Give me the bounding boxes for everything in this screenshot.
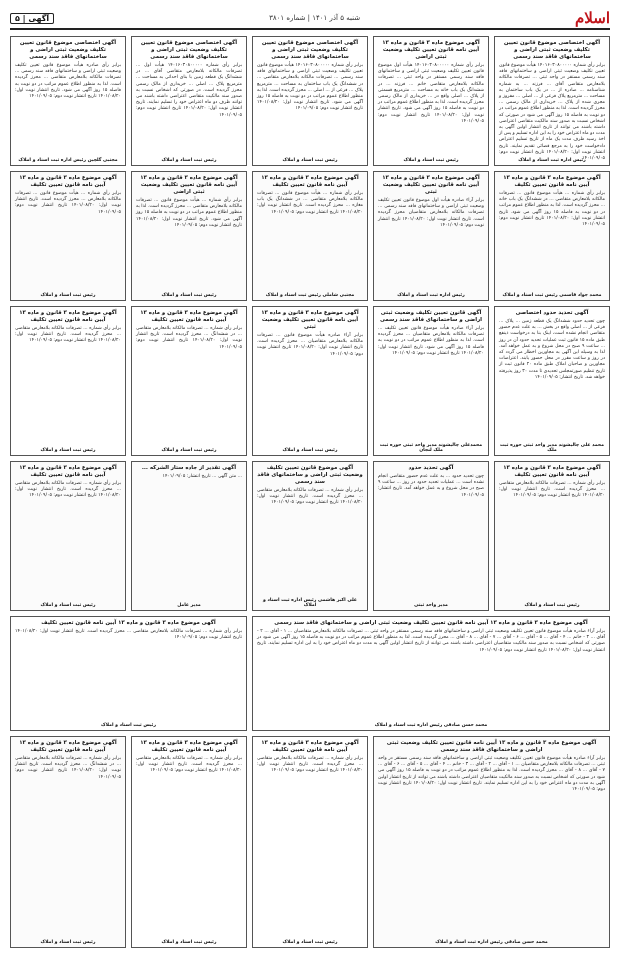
notice-box <box>10 36 126 166</box>
notice-signature: مدیر عامل <box>177 603 201 608</box>
notice-body: برابر رأی شماره ... تصرفات مالکانه بلامعارض متقاضی ... محرز گردیده است. تاریخ انتشار نوبت اول: ۱۴۰۱/۰۸/۲۰ تاریخ انتشار نوبت دوم: ۱۴۰۱/۰۹/۰۵ <box>15 326 121 344</box>
notice-box <box>10 171 126 301</box>
notice-box <box>252 736 368 948</box>
notice-box <box>252 306 368 456</box>
notice-title: آگهی اختصاصی موضوع قانون تعیین تکلیف وضعیت ثبتی اراضی و ساختمانهای فاقد سند رسمی <box>140 40 238 60</box>
notice-signature: محمدعلی چالیشوند مدیر واحد ثبتی حوزه ثبت ملک لنجان <box>379 443 483 453</box>
notice-signature: مدیر واحد ثبتی <box>414 603 448 608</box>
notice-body: برابر رأی شماره ۱۴۰۱۶۰۳۰۸۰۰۰۰۰ هیأت اول موضوع قانون تعیین تکلیف وضعیت ثبتی اراضی و ساختمانهای فاقد سند رسمی مستقر در واحد ثبتی ... تصرفات مالکانه بلامعارض متقاضی خانم ... فرزند ... در ششدانگ یک باب خانه به مساحت ... مترمربع قسمتی از پلاک ... اصلی واقع در ... خریداری از مالک رسمی محرز گردیده است. لذا به منظور اطلاع عموم مراتب در دو نوبت به فاصله ۱۵ روز آگهی می شود. تاریخ انتشار نوبت اول: ۱۴۰۱/۰۸/۲۰ تاریخ انتشار نوبت دوم: ۱۴۰۱/۰۹/۰۵ <box>378 63 484 124</box>
notice-box <box>131 736 247 948</box>
notice-title: آگهی موضوع ماده ۳ قانون و ماده ۱۳ آیین نامه قانون تعیین تکلیف وضعیت ثبتی اراضی و ساختمانهای فاقد سند رسمی <box>386 740 597 753</box>
notice-title: آگهی موضوع ماده ۳ قانون و ماده ۱۳ آیین نامه قانون تعیین تکلیف <box>503 175 601 188</box>
notice-body: برابر رأی شماره ... هیأت موضوع قانون ... تصرفات مالکانه بلامعارض متقاضی ... محرز گردیده است. لذا به منظور اطلاع عموم مراتب در دو نوبت به فاصله ۱۵ روز آگهی می شود. تاریخ انتشار نوبت اول: ۱۴۰۱/۰۸/۲۰ تاریخ انتشار نوبت دوم: ۱۴۰۱/۰۹/۰۵ <box>136 198 242 228</box>
notice-box <box>252 36 368 166</box>
notice-signature: محمد حسن صادقی رئیس اداره ثبت اسناد و املاک <box>374 723 488 728</box>
notice-body: برابر رأی شماره ۱۴۰۱۶۰۳۰۸۰۰۰۰۰ هیأت اول ... تصرفات مالکانه بلامعارض متقاضی آقای ... در ششدانگ یک قطعه زمین با بنای احداثی به مساحت ... مترمربع پلاک ... اصلی ... خریداری از مالک رسمی محرز گردیده است. در صورتی که اشخاص نسبت به صدور سند مالکیت متقاضی اعتراضی داشته باشند می توانند ظرف دو ماه اعتراض خود را تسلیم نمایند. تاریخ انتشار نوبت اول: ۱۴۰۱/۰۸/۲۰ تاریخ انتشار نوبت دوم: ۱۴۰۱/۰۹/۰۵ <box>136 63 242 118</box>
notice-box <box>494 36 610 166</box>
notice-body: برابر رأی صادره هیأت موضوع قانون تعیین تکلیف وضعیت ثبتی اراضی و ساختمانهای فاقد سند رسمی ... تصرفات مالکانه بلامعارض متقاضی ... محرز گردیده است. لذا به منظور اطلاع عموم مراتب در دو نوبت به فاصله ۱۵ روز آگهی می شود. تاریخ انتشار نوبت اول: ۱۴۰۱/۰۸/۲۰ تاریخ انتشار نوبت دوم: ۱۴۰۱/۰۹/۰۵ <box>15 63 121 100</box>
notice-signature: رئیس ثبت اسناد و املاک <box>161 293 217 298</box>
notice-title: آگهی موضوع ماده ۳ قانون و ماده ۱۳ آیین نامه قانون تعیین تکلیف وضعیت ثبتی <box>261 310 359 330</box>
notice-signature: رئیس ثبت اسناد و املاک <box>40 448 96 453</box>
notice-signature: مجتبی گلچین رئیس اداره ثبت اسناد و املاک <box>18 158 118 163</box>
notice-title: آگهی موضوع قانون تعیین تکلیف وضعیت ثبتی اراضی و ساختمانهای فاقد سند رسمی <box>257 465 363 485</box>
notice-signature: رئیس ثبت اسناد و املاک <box>161 940 217 945</box>
notice-signature: رئیس ثبت اسناد و املاک <box>282 158 338 163</box>
notice-body: برابر رأی شماره ... تصرفات مالکانه بلامعارض متقاضی ... محرز گردیده است. تاریخ انتشار نوبت اول: ۱۴۰۱/۰۸/۲۰ تاریخ انتشار نوبت دوم: ۱۴۰۱/۰۹/۰۵ <box>136 756 242 774</box>
notice-box <box>131 36 247 166</box>
notice-signature: رئیس ثبت اسناد و املاک <box>282 940 338 945</box>
notice-body: برابر آراء صادره هیأت اول موضوع قانون تعیین تکلیف وضعیت ثبتی اراضی و ساختمانهای فاقد سند رسمی ... تصرفات مالکانه بلامعارض متقاضیان محرز گردیده است. تاریخ انتشار نوبت اول: ۱۴۰۱/۰۸/۲۰ تاریخ انتشار نوبت دوم: ۱۴۰۱/۰۹/۰۵ <box>378 198 484 228</box>
notice-title: آگهی موضوع ماده ۳ قانون و ماده ۱۳ آیین نامه قانون تعیین تکلیف <box>19 465 117 478</box>
notice-title: آگهی موضوع ماده ۳ قانون و ماده ۱۳ آیین نامه قانون تعیین تکلیف <box>19 175 117 188</box>
notice-title: آگهی تحدید حدود <box>408 465 454 471</box>
notice-signature: رئیس ثبت اسناد و املاک <box>40 940 96 945</box>
notice-box <box>373 736 610 948</box>
notice-title: آگهی تقدیر از جاده ستار الشرکه ... <box>141 465 237 471</box>
notice-title: آگهی موضوع ماده ۳ قانون و ماده ۱۳ آیین نامه قانون تعیین تکلیف <box>19 310 117 323</box>
notice-body: ... متن آگهی ... تاریخ انتشار: ۱۴۰۱/۰۹/۰۵ <box>162 474 242 479</box>
notice-signature: رئیس ثبت اسناد و املاک <box>100 723 157 728</box>
notice-box <box>10 306 126 456</box>
notice-title: آگهی قانون تعیین تکلیف وضعیت ثبتی اراضی و ساختمانهای فاقد سند رسمی <box>379 310 483 323</box>
newspaper-logo: اسلام <box>575 9 610 27</box>
notice-body: برابر رأی شماره ... تصرفات مالکانه بلامعارض متقاضی ... در ششدانگ ... محرز گردیده است. تاریخ انتشار نوبت اول: ۱۴۰۱/۰۸/۲۰ تاریخ انتشار نوبت دوم: ۱۴۰۱/۰۹/۰۵ <box>136 326 242 350</box>
notice-title: آگهی موضوع ماده ۳ قانون و ماده ۱۳ آیین نامه قانون تعیین تکلیف وضعیت ثبتی اراضی و ساختمانهای فاقد سند رسمی <box>274 620 588 626</box>
notice-body: چون تحدید حدود ... به علت عدم حضور متقاضی انجام نشده است ... عملیات تحدید حدود در روز ... ساعت ۹ صبح در محل شروع و به عمل خواهد آمد. تاریخ انتشار: ۱۴۰۱/۰۹/۰۵ <box>378 474 484 498</box>
notice-box <box>10 736 126 948</box>
notice-body: برابر رأی شماره ... هیأت موضوع قانون ... تصرفات مالکانه بلامعارض متقاضی ... در ششدانگ یک باب مغازه ... محرز گردیده است. تاریخ انتشار نوبت اول: ۱۴۰۱/۰۸/۲۰ تاریخ انتشار نوبت دوم: ۱۴۰۱/۰۹/۰۵ <box>257 191 363 215</box>
notice-box <box>494 306 610 456</box>
notice-title: آگهی تحدید حدود اختصاصی <box>515 310 589 316</box>
notice-signature: رئیس اداره ثبت اسناد و املاک <box>518 158 586 163</box>
notice-body: برابر رأی شماره ... تصرفات مالکانه بلامعارض متقاضی ... محرز گردیده است. تاریخ انتشار نوبت اول: ۱۴۰۱/۰۸/۲۰ تاریخ انتشار نوبت دوم: ۱۴۰۱/۰۹/۰۵ <box>257 488 363 506</box>
notice-title: آگهی موضوع ماده ۳ قانون و ماده ۱۳ آیین نامه قانون تعیین تکلیف <box>140 310 238 323</box>
notice-title: آگهی موضوع ماده ۳ قانون و ماده ۱۳ آیین نامه قانون تعیین تکلیف <box>261 175 359 188</box>
notice-body: برابر رأی شماره ... تصرفات مالکانه بلامعارض متقاضی ... محرز گردیده است. تاریخ انتشار نوبت اول: ۱۴۰۱/۰۸/۲۰ تاریخ انتشار نوبت دوم: ۱۴۰۱/۰۹/۰۵ <box>257 756 363 774</box>
notice-title: آگهی اختصاصی موضوع قانون تعیین تکلیف وضعیت ثبتی اراضی و ساختمانهای فاقد سند رسمی <box>503 40 601 60</box>
notices-grid <box>10 36 610 951</box>
notice-box <box>373 36 489 166</box>
notice-body: برابر آراء صادره هیأت موضوع قانون ... تصرفات مالکانه بلامعارض متقاضیان ... محرز گردیده است. تاریخ انتشار نوبت اول: ۱۴۰۱/۰۸/۲۰ تاریخ انتشار نوبت دوم: ۱۴۰۱/۰۹/۰۵ <box>257 333 363 357</box>
notice-signature: رئیس ثبت اسناد و املاک <box>161 448 217 453</box>
notice-box <box>131 306 247 456</box>
notice-title: آگهی موضوع ماده ۳ قانون و ماده ۱۳ آیین نامه قانون تعیین تکلیف <box>140 740 238 753</box>
notice-box <box>10 616 247 731</box>
notice-signature: مجتبی شاملی رئیس ثبت اسناد و املاک <box>265 293 355 298</box>
notice-body: برابر رأی شماره ۱۴۰۱۶۰۳۰۸۰۰۰۰۰ هیأت موضوع قانون تعیین تکلیف وضعیت ثبتی اراضی و ساختمانهای فاقد سند رسمی مستقر در واحد ثبتی ... تصرفات مالکانه بلامعارض متقاضی آقای ... فرزند ... به شماره شناسنامه ... صادره از ... در یک باب ساختمان به مساحت ... مترمربع پلاک فرعی از ... اصلی ... مفروز و مجزی شده از پلاک ... خریداری از مالک رسمی ... محرز گردیده است. لذا به منظور اطلاع عموم مراتب در دو نوبت به فاصله ۱۵ روز آگهی می شود در صورتی که اشخاص نسبت به صدور سند مالکیت متقاضی اعتراضی داشته باشند می توانند از تاریخ انتشار اولین آگهی به مدت دو ماه اعتراض خود را به این اداره تسلیم و پس از اخذ رسید ظرف مدت یک ماه از تاریخ تسلیم اعتراض دادخواست خود را به مرجع قضائی تقدیم نمایند. تاریخ انتشار نوبت اول: ۱۴۰۱/۰۸/۲۰ تاریخ انتشار نوبت دوم: ۱۴۰۱/۰۹/۰۵ <box>499 63 605 162</box>
notice-box <box>494 461 610 611</box>
notice-title: آگهی موضوع ماده ۳ قانون و ماده ۱۳ آیین نامه قانون تعیین تکلیف وضعیت ثبتی اراضی <box>382 40 480 60</box>
notice-body: برابر آراء صادره هیأت موضوع قانون تعیین تکلیف ... تصرفات مالکانه بلامعارض متقاضیان ... محرز گردیده است. لذا به منظور اطلاع عموم مراتب در دو نوبت به فاصله ۱۵ روز آگهی می شود. تاریخ انتشار نوبت اول: ۱۴۰۱/۰۸/۲۰ تاریخ انتشار نوبت دوم: ۱۴۰۱/۰۹/۰۵ <box>378 326 484 356</box>
notice-title: آگهی اختصاصی موضوع قانون تعیین تکلیف وضعیت ثبتی اراضی و ساختمانهای فاقد سند رسمی <box>261 40 359 60</box>
notice-signature: محمد حسن صادقی رئیس اداره ثبت اسناد و املاک <box>435 940 548 945</box>
notice-signature: رئیس ثبت اسناد و املاک <box>524 603 580 608</box>
notice-box-wide <box>252 616 610 731</box>
notice-box <box>131 171 247 301</box>
notice-signature: رئیس ثبت اسناد و املاک <box>40 293 96 298</box>
notice-signature: محمد علی چالیشوند مدیر واحد ثبتی حوزه ثبت ملک <box>500 443 604 453</box>
notice-signature: رئیس ثبت اسناد و املاک <box>403 158 459 163</box>
notice-title: آگهی موضوع ماده ۳ قانون و ماده ۱۳ آیین نامه قانون تعیین تکلیف <box>261 740 359 753</box>
notice-body: برابر رأی شماره ... هیأت موضوع قانون ... تصرفات مالکانه بلامعارض متقاضی ... در ششدانگ یک باب خانه ... محرز گردیده است. لذا به منظور اطلاع عموم مراتب در دو نوبت به فاصله ۱۵ روز آگهی می شود. تاریخ انتشار نوبت اول: ۱۴۰۱/۰۸/۲۰ تاریخ انتشار نوبت دوم: ۱۴۰۱/۰۹/۰۵ <box>499 191 605 228</box>
notice-body: چون تحدید حدود ششدانگ یک قطعه زمین ... پلاک ... فرعی از ... اصلی واقع در بخش ... به علت عدم حضور متقاضی انجام نشده است، اینک بنا به درخواست ذینفع طبق ماده ۱۵ قانون ثبت عملیات تحدید حدود آن در روز ... ساعت ۹ صبح در محل شروع و به عمل خواهد آمد. لذا به وسیله این آگهی به مجاورین اخطار می گردد که در روز و ساعت مقرر در محل حضور یابند. اعتراضات مجاورین و صاحبان املاک طبق ماده ۲۰ قانون ثبت از تاریخ تنظیم صورتمجلس تحدیدی تا مدت ۳۰ روز پذیرفته خواهد شد. تاریخ انتشار: ۱۴۰۱/۰۹/۰۵ <box>499 319 606 380</box>
notice-signature: محمد جواد قاسمی رئیس ثبت اسناد و املاک <box>502 293 602 298</box>
notice-box <box>494 171 610 301</box>
notice-signature: علی اکبر هاشمی رئیس اداره ثبت اسناد و املاک <box>263 598 357 608</box>
notice-box <box>373 171 489 301</box>
notice-box <box>373 461 489 611</box>
notice-title: آگهی موضوع ماده ۳ قانون و ماده ۱۳ آیین نامه قانون تعیین تکلیف <box>41 620 216 626</box>
notice-box <box>252 171 368 301</box>
notice-title: آگهی موضوع ماده ۳ قانون و ماده ۱۳ آیین نامه قانون تعیین تکلیف وضعیت ثبتی <box>382 175 480 195</box>
notice-body: برابر رأی شماره ... تصرفات مالکانه بلامعارض متقاضی ... محرز گردیده است. تاریخ انتشار نوبت اول: ۱۴۰۱/۰۸/۲۰ تاریخ انتشار نوبت دوم: ۱۴۰۱/۰۹/۰۵ <box>15 481 121 499</box>
notice-signature: رئیس ثبت اسناد و املاک <box>282 448 338 453</box>
notice-signature: رئیس ثبت اسناد و املاک <box>161 158 217 163</box>
notice-signature: رئیس ثبت اسناد و املاک <box>40 603 96 608</box>
masthead <box>10 8 610 30</box>
notice-body: برابر رأی شماره ۱۴۰۱۶۰۳۰۸۰۰۰۰۰ هیأت موضوع قانون تعیین تکلیف وضعیت ثبتی اراضی و ساختمانهای فاقد سند رسمی ... تصرفات مالکانه بلامعارض متقاضی ... در ششدانگ یک باب ساختمان به مساحت ... مترمربع پلاک ... فرعی از ... اصلی ... محرز گردیده است. لذا به منظور اطلاع عموم مراتب در دو نوبت به فاصله ۱۵ روز آگهی می شود. تاریخ انتشار نوبت اول: ۱۴۰۱/۰۸/۲۰ تاریخ انتشار نوبت دوم: ۱۴۰۱/۰۹/۰۵ <box>257 63 363 112</box>
notice-body: برابر رأی شماره ... هیأت موضوع قانون ... تصرفات مالکانه بلامعارض ... محرز گردیده است. تاریخ انتشار نوبت اول: ۱۴۰۱/۰۸/۲۰ تاریخ انتشار نوبت دوم: ۱۴۰۱/۰۹/۰۵ <box>15 191 121 215</box>
notice-body: برابر رأی شماره ... تصرفات مالکانه بلامعارض متقاضی ... محرز گردیده است. تاریخ انتشار نوبت اول: ۱۴۰۱/۰۸/۲۰ تاریخ انتشار نوبت دوم: ۱۴۰۱/۰۹/۰۵ <box>499 481 605 499</box>
notice-box <box>131 461 247 611</box>
notice-title: آگهی اختصاصی موضوع قانون تعیین تکلیف وضعیت ثبتی اراضی و ساختمانهای فاقد سند رسمی <box>19 40 117 60</box>
notice-title: آگهی موضوع ماده ۳ قانون و ماده ۱۳ آیین نامه قانون تعیین تکلیف <box>19 740 117 753</box>
notice-body: برابر رأی شماره ... تصرفات مالکانه بلامعارض متقاضی ... در ششدانگ ... محرز گردیده است. تاریخ انتشار نوبت اول: ۱۴۰۱/۰۸/۲۰ تاریخ انتشار نوبت دوم: ۱۴۰۱/۰۹/۰۵ <box>15 756 121 780</box>
notice-title: آگهی موضوع ماده ۳ قانون و ماده ۱۳ آیین نامه قانون تعیین تکلیف <box>503 465 601 478</box>
notice-body: برابر رأی شماره ... تصرفات مالکانه بلامعارض متقاضی ... محرز گردیده است. تاریخ انتشار نوبت اول: ۱۴۰۱/۰۸/۲۰ تاریخ انتشار نوبت دوم: ۱۴۰۱/۰۹/۰۵ <box>15 629 242 641</box>
notice-box <box>252 461 368 611</box>
issue-info: شنبه ۵ آذر ۱۴۰۱ | شماره ۳۸۰۱ <box>269 14 361 22</box>
notice-body: برابر آراء صادره هیأت موضوع قانون تعیین تکلیف وضعیت ثبتی اراضی و ساختمانهای فاقد سند رسمی مستقر در واحد ثبتی ... تصرفات مالکانه بلامعارض متقاضیان ... ۱ - آقای ... ۲ - آقای ... ۳ - خانم ... ۴ - آقای ... ۵ - آقای ... ۶ - آقای ... ۷ - آقای ... ۸ - آقای ... محرز گردیده است. لذا به منظور اطلاع عموم مراتب در دو نوبت به فاصله ۱۵ روز آگهی می شود در صورتی که اشخاص نسبت به صدور سند مالکیت متقاضیان اعتراضی داشته باشند می توانند از تاریخ انتشار اولین آگهی به مدت دو ماه اعتراض خود را به این اداره تسلیم نمایند. تاریخ انتشار نوبت اول: ۱۴۰۱/۰۸/۲۰ تاریخ انتشار نوبت دوم: ۱۴۰۱/۰۹/۰۵ <box>257 629 605 653</box>
notice-box <box>10 461 126 611</box>
notice-title: آگهی موضوع ماده ۳ قانون و ماده ۱۳ آیین نامه قانون تعیین تکلیف وضعیت ثبتی اراضی <box>140 175 238 195</box>
notice-signature: رئیس اداره ثبت اسناد و املاک <box>397 293 465 298</box>
notice-box <box>373 306 489 456</box>
page-label: آگهی | ۵ <box>10 13 54 24</box>
notice-body: برابر آراء صادره هیأت موضوع قانون تعیین تکلیف وضعیت ثبتی اراضی و ساختمانهای فاقد سند رسمی مستقر در واحد ثبتی ... تصرفات مالکانه بلامعارض متقاضیان ... ۱ - آقای ... ۲ - آقای ... ۳ - خانم ... ۴ - آقای ... ۵ - آقای ... ۶ - آقای ... ۷ - آقای ... ۸ - آقای ... محرز گردیده است. لذا به منظور اطلاع عموم مراتب در دو نوبت به فاصله ۱۵ روز آگهی می شود در صورتی که اشخاص نسبت به صدور سند مالکیت متقاضیان اعتراضی داشته باشند می توانند از تاریخ انتشار اولین آگهی به مدت دو ماه اعتراض خود را به این اداره تسلیم نمایند. تاریخ انتشار نوبت اول: ۱۴۰۱/۰۸/۲۰ تاریخ انتشار نوبت دوم: ۱۴۰۱/۰۹/۰۵ <box>378 756 605 793</box>
